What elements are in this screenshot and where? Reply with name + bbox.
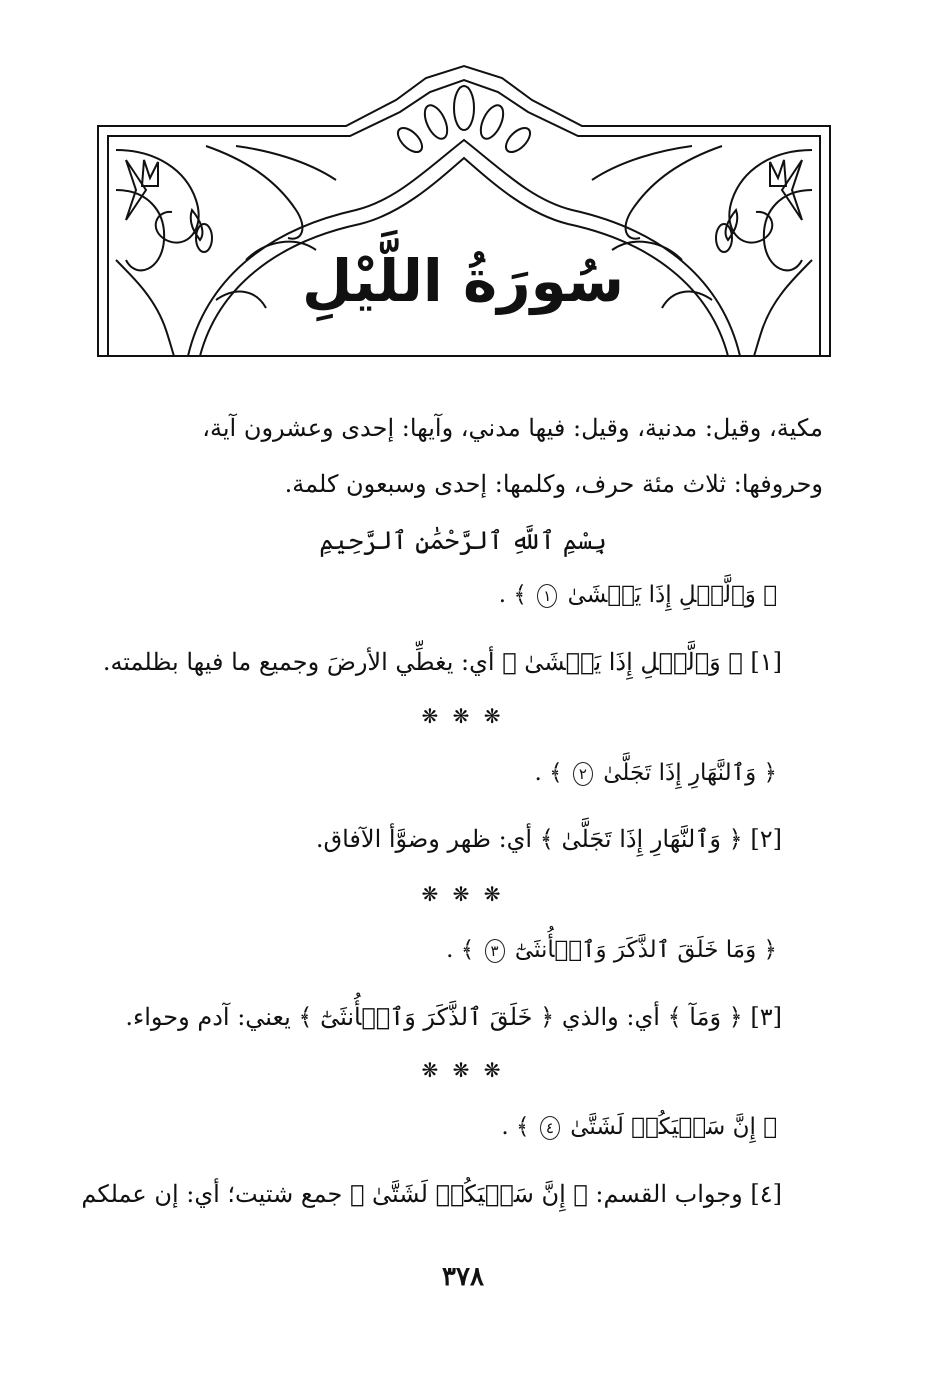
verse-text: إِنَّ سَعۡيَكُمۡ لَشَتَّىٰ	[570, 1114, 756, 1140]
verse-text: وَٱلنَّهَارِ إِذَا تَجَلَّىٰ	[603, 760, 757, 786]
verse-open-bracket: ﴿	[763, 937, 777, 963]
commentary-ref: [١]	[750, 648, 782, 676]
verse-end-mark: .	[498, 582, 507, 608]
section-separator: ❋ ❋ ❋	[421, 1058, 505, 1082]
verse-end-mark: .	[501, 1114, 509, 1140]
ayah-number-marker: ٢	[573, 762, 593, 786]
section-separator: ❋ ❋ ❋	[421, 704, 505, 728]
ayah-number-marker: ٤	[540, 1116, 560, 1140]
intro-line-2: وحروفها: ثلاث مئة حرف، وكلمها: إحدى وسبعون كلمة.	[284, 470, 823, 498]
commentary-ref: [٤]	[750, 1180, 782, 1208]
commentary-1	[103, 648, 782, 677]
commentary-quote: ﴿ وَٱلَّيۡلِ إِذَا يَغۡشَىٰ ﴾	[502, 648, 743, 676]
verse-1	[499, 582, 777, 610]
commentary-3	[125, 1003, 782, 1032]
verse-open-bracket: ﴿	[763, 760, 777, 786]
verse-3	[446, 937, 777, 965]
ayah-number-marker: ٣	[485, 939, 505, 963]
verse-open-bracket: ﴿	[763, 1114, 777, 1140]
verse-open-bracket: ﴿	[763, 582, 777, 608]
verse-close-bracket: ﴾	[516, 1114, 530, 1140]
verse-text: وَمَا خَلَقَ ٱلذَّكَرَ وَٱلۡأُنثَىٰٓ	[514, 937, 757, 963]
verse-end-mark: .	[534, 760, 542, 786]
commentary-text: أي: والذي ﴿ خَلَقَ ٱلذَّكَرَ وَٱلۡأُنثَىٰٓ ﴾ يعني: آدم وحواء.	[125, 1003, 660, 1031]
commentary-ref: [٢]	[750, 825, 782, 853]
commentary-quote: وجواب القسم: ﴿ إِنَّ سَعۡيَكُمۡ لَشَتَّىٰ ﴾	[349, 1180, 743, 1208]
verse-close-bracket: ﴾	[513, 582, 527, 608]
verse-close-bracket: ﴾	[460, 937, 475, 963]
commentary-quote: ﴿ وَمَآ ﴾	[667, 1003, 743, 1031]
intro-line-1: مكية، وقيل: مدنية، وقيل: فيها مدني، وآيها: إحدى وعشرون آية،	[202, 414, 823, 442]
ayah-number-marker: ١	[537, 584, 557, 608]
commentary-text: أي: ظهر وضوَّأ الآفاق.	[315, 825, 533, 853]
commentary-2	[316, 825, 782, 854]
commentary-text: أي: يغطِّي الأرضَ وجميع ما فيها بظلمته.	[102, 648, 495, 676]
verse-end-mark: .	[446, 937, 454, 963]
surah-title: سُورَةُ اللَّيْلِ	[301, 247, 624, 315]
commentary-ref: [٣]	[750, 1003, 782, 1031]
section-separator: ❋ ❋ ❋	[421, 882, 505, 906]
verse-text: وَٱلَّيۡلِ إِذَا يَغۡشَىٰ	[567, 582, 756, 608]
verse-2	[534, 760, 777, 788]
verse-close-bracket: ﴾	[549, 760, 563, 786]
page-number: ٣٧٨	[442, 1262, 484, 1292]
commentary-4	[81, 1180, 782, 1209]
commentary-text: جمع شتيت؛ أي: إن عملكم	[81, 1180, 343, 1208]
commentary-quote: ﴿ وَٱلنَّهَارِ إِذَا تَجَلَّىٰ ﴾	[539, 825, 743, 853]
basmala: بِسْمِ ٱللَّهِ ٱلرَّحْمَٰنِ ٱلرَّحِيمِ	[319, 526, 607, 555]
verse-4	[501, 1114, 777, 1142]
